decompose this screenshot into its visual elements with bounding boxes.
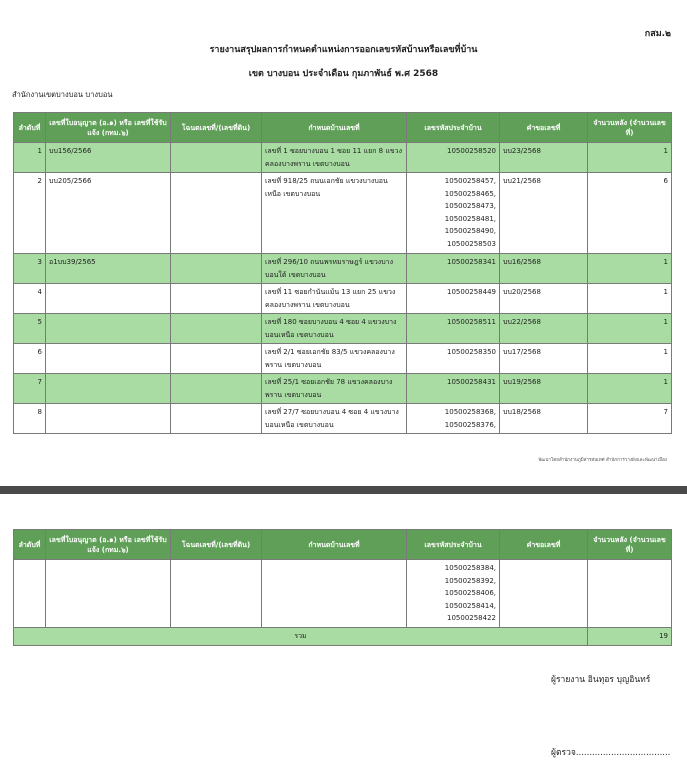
cell-seq: 8 xyxy=(14,404,46,434)
cell-house: เลขที่ 1 ซอยบางบอน 1 ซอย 11 แยก 8 แขวงคลองบางพราน เขตบางบอน xyxy=(262,143,407,173)
cell-count: 1 xyxy=(588,143,672,173)
cell-house xyxy=(262,560,407,628)
cell-permit xyxy=(46,344,171,374)
cell-deed xyxy=(171,173,262,254)
cell-count: 7 xyxy=(588,404,672,434)
total-value: 19 xyxy=(588,628,672,646)
cell-house: เลขที่ 27/7 ซอยบางบอน 4 ซอย 4 แขวงบางบอนเหนือ เขตบางบอน xyxy=(262,404,407,434)
cell-deed xyxy=(171,314,262,344)
table-row xyxy=(14,284,672,314)
cell-seq: 6 xyxy=(14,344,46,374)
header-permit: เลขที่ใบอนุญาต (อ.๑) หรือ เลขที่ใช้รับแจ้ง (กทม.๖) xyxy=(46,113,171,143)
cell-request: บบ17/2568 xyxy=(500,344,588,374)
report-table-page2 xyxy=(13,529,672,646)
header-request: คำขอเลขที่ xyxy=(500,113,588,143)
cell-permit xyxy=(46,560,171,628)
cell-seq: 7 xyxy=(14,374,46,404)
header-code: เลขรหัสประจำบ้าน xyxy=(407,113,500,143)
table-header-row xyxy=(14,113,672,143)
header-count: จำนวนหลัง (จำนวนเลขที่) xyxy=(588,530,672,560)
header-count: จำนวนหลัง (จำนวนเลขที่) xyxy=(588,113,672,143)
cell-permit: อ1บบ39/2565 xyxy=(46,254,171,284)
cell-count: 6 xyxy=(588,173,672,254)
total-row xyxy=(14,628,672,646)
cell-count: 1 xyxy=(588,314,672,344)
cell-seq xyxy=(14,560,46,628)
cell-house: เลขที่ 180 ซอยบางบอน 4 ซอย 4 แขวงบางบอนเหนือ เขตบางบอน xyxy=(262,314,407,344)
cell-deed xyxy=(171,344,262,374)
table-row xyxy=(14,143,672,173)
cell-deed xyxy=(171,143,262,173)
cell-permit xyxy=(46,374,171,404)
cell-code: 10500258350 xyxy=(407,344,500,374)
table-row xyxy=(14,404,672,434)
checker-signature: ผู้ตรวจ................................... xyxy=(551,748,671,758)
header-seq: ลำดับที่ xyxy=(14,113,46,143)
header-house: กำหนดบ้านเลขที่ xyxy=(262,113,407,143)
cell-request: บบ19/2568 xyxy=(500,374,588,404)
cell-permit: บบ205/2566 xyxy=(46,173,171,254)
cell-count: 1 xyxy=(588,374,672,404)
header-house: กำหนดบ้านเลขที่ xyxy=(262,530,407,560)
cell-permit xyxy=(46,404,171,434)
cell-request: บบ20/2568 xyxy=(500,284,588,314)
cell-request: บบ23/2568 xyxy=(500,143,588,173)
cell-code-continued: 10500258384, 10500258392, 10500258406, 10500258414, 10500258422 xyxy=(407,560,500,628)
cell-deed xyxy=(171,284,262,314)
header-request: คำขอเลขที่ xyxy=(500,530,588,560)
cell-house: เลขที่ 296/10 ถนนพรหมราษฎร์ แขวงบางบอนใต้ เขตบางบอน xyxy=(262,254,407,284)
page-divider xyxy=(0,486,687,494)
reporter-signature: ผู้รายงาน อินทุอร บุญอินทร์ xyxy=(551,675,651,685)
header-seq: ลำดับที่ xyxy=(14,530,46,560)
header-code: เลขรหัสประจำบ้าน xyxy=(407,530,500,560)
cell-code: 10500258368, 10500258376, xyxy=(407,404,500,434)
cell-request: บบ22/2568 xyxy=(500,314,588,344)
report-subtitle: เขต บางบอน ประจำเดือน กุมภาพันธ์ พ.ศ 2568 xyxy=(248,69,439,79)
cell-seq: 2 xyxy=(14,173,46,254)
cell-code: 10500258449 xyxy=(407,284,500,314)
cell-deed xyxy=(171,404,262,434)
report-title: รายงานสรุปผลการกำหนดตำแหน่งการออกเลขรหัสบ้านหรือเลขที่บ้าน xyxy=(209,45,478,55)
cell-deed xyxy=(171,560,262,628)
cell-request xyxy=(500,560,588,628)
cell-house: เลขที่ 11 ซอยกำนันแม้น 13 แยก 25 แขวงคลองบางพราน เขตบางบอน xyxy=(262,284,407,314)
report-table-page1 xyxy=(13,112,672,434)
cell-count: 1 xyxy=(588,254,672,284)
cell-code: 10500258431 xyxy=(407,374,500,404)
cell-house: เลขที่ 2/1 ซอยเอกชัย 83/5 แขวงคลองบางพราน เขตบางบอน xyxy=(262,344,407,374)
cell-code: 10500258520 xyxy=(407,143,500,173)
cell-count xyxy=(588,560,672,628)
total-label: รวม xyxy=(14,628,588,646)
cell-house: เลขที่ 918/25 ถนนเอกชัย แขวงบางบอนเหนือ เขตบางบอน xyxy=(262,173,407,254)
table-row xyxy=(14,374,672,404)
cell-seq: 3 xyxy=(14,254,46,284)
table-row xyxy=(14,173,672,254)
table-row xyxy=(14,314,672,344)
cell-seq: 1 xyxy=(14,143,46,173)
office-name: สำนักงานเขตบางบอน บางบอน xyxy=(12,90,113,99)
cell-seq: 5 xyxy=(14,314,46,344)
form-code: กสม.๒ xyxy=(644,29,671,39)
cell-code: 10500258511 xyxy=(407,314,500,344)
cell-count: 1 xyxy=(588,284,672,314)
table-row-continued xyxy=(14,560,672,628)
cell-request: บบ21/2568 xyxy=(500,173,588,254)
table-row xyxy=(14,344,672,374)
cell-deed xyxy=(171,254,262,284)
cell-code: 10500258457, 10500258465, 10500258473, 10500258481, 10500258490, 10500258503 xyxy=(407,173,500,254)
cell-house: เลขที่ 25/1 ซอยเอกชัย 78 แขวงคลองบางพราน เขตบางบอน xyxy=(262,374,407,404)
cell-permit xyxy=(46,314,171,344)
table-row xyxy=(14,254,672,284)
header-deed: โฉนดเลขที่/(เลขที่ดิน) xyxy=(171,530,262,560)
footnote: พัฒนาโดยสำนักงานภูมิสารสนเทศ สำนักการวางผังและพัฒนาเมือง xyxy=(538,458,667,463)
cell-permit xyxy=(46,284,171,314)
header-deed: โฉนดเลขที่/(เลขที่ดิน) xyxy=(171,113,262,143)
cell-seq: 4 xyxy=(14,284,46,314)
cell-request: บบ16/2568 xyxy=(500,254,588,284)
cell-count: 1 xyxy=(588,344,672,374)
cell-code: 10500258341 xyxy=(407,254,500,284)
cell-permit: บบ156/2566 xyxy=(46,143,171,173)
table-header-row xyxy=(14,530,672,560)
cell-request: บบ18/2568 xyxy=(500,404,588,434)
cell-deed xyxy=(171,374,262,404)
header-permit: เลขที่ใบอนุญาต (อ.๑) หรือ เลขที่ใช้รับแจ้ง (กทม.๖) xyxy=(46,530,171,560)
